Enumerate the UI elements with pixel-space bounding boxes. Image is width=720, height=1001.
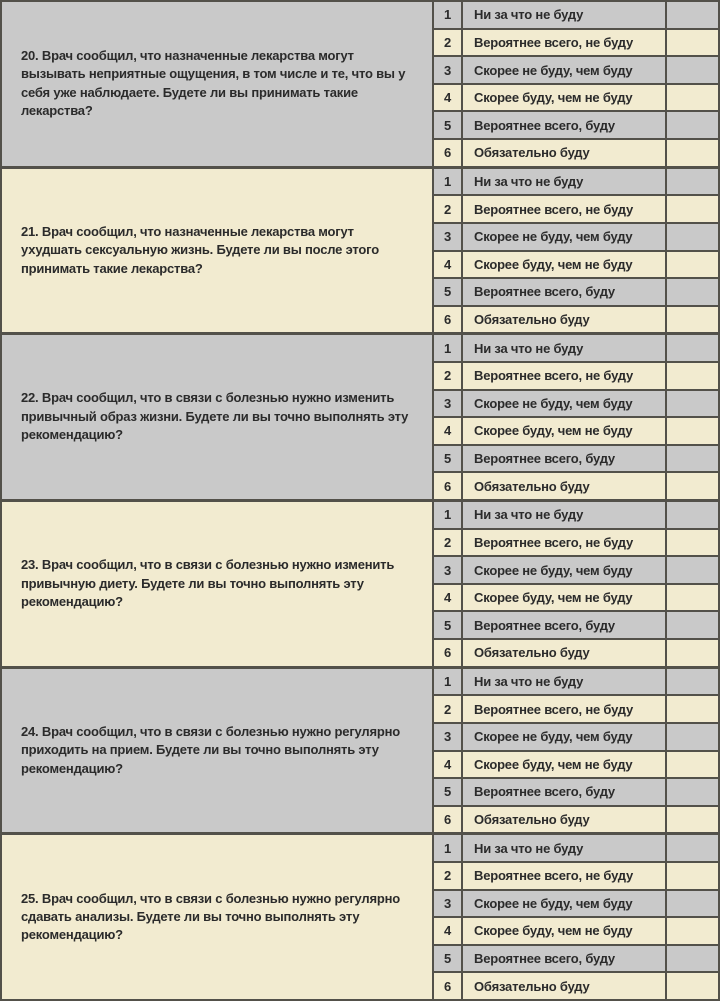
answer-number-cell: 4: [434, 418, 461, 444]
response-cell[interactable]: [667, 30, 718, 56]
answer-label-cell: Вероятнее всего, не буду: [463, 696, 665, 722]
response-cell[interactable]: [667, 2, 718, 28]
answer-number-cell: 2: [434, 863, 461, 889]
answer-number-cell: 4: [434, 585, 461, 611]
answer-label-cell: Вероятнее всего, не буду: [463, 363, 665, 389]
answer-label-cell: Обязательно буду: [463, 473, 665, 499]
answer-label-cell: Скорее буду, чем не буду: [463, 85, 665, 111]
answer-label-cell: Скорее буду, чем не буду: [463, 752, 665, 778]
answer-label-cell: Ни за что не буду: [463, 2, 665, 28]
response-cell[interactable]: [667, 612, 718, 638]
answer-number-cell: 1: [434, 169, 461, 195]
answer-number-cell: 1: [434, 2, 461, 28]
answer-label-cell: Ни за что не буду: [463, 169, 665, 195]
answer-number-cell: 6: [434, 807, 461, 833]
answer-label-cell: Скорее буду, чем не буду: [463, 585, 665, 611]
answer-label-cell: Скорее не буду, чем буду: [463, 224, 665, 250]
answer-number-cell: 5: [434, 779, 461, 805]
answer-number-cell: 3: [434, 724, 461, 750]
response-cell[interactable]: [667, 585, 718, 611]
answer-label-cell: Скорее не буду, чем буду: [463, 57, 665, 83]
answer-number-cell: 6: [434, 140, 461, 166]
answer-label-cell: Вероятнее всего, буду: [463, 946, 665, 972]
response-cell[interactable]: [667, 973, 718, 999]
response-cell[interactable]: [667, 196, 718, 222]
answer-number-cell: 4: [434, 252, 461, 278]
question-block-23: [2, 502, 718, 666]
question-text: 22. Врач сообщил, что в связи с болезнью нужно изменить привычный образ жизни. Будете ли вы точно выполнять эту рекомендацию?: [21, 390, 409, 443]
response-cell[interactable]: [667, 835, 718, 861]
response-cell[interactable]: [667, 252, 718, 278]
answer-number-cell: 1: [434, 502, 461, 528]
answer-label-cell: Вероятнее всего, не буду: [463, 30, 665, 56]
answer-number-cell: 3: [434, 57, 461, 83]
response-cell[interactable]: [667, 502, 718, 528]
question-cell: [2, 2, 432, 166]
response-cell[interactable]: [667, 946, 718, 972]
question-cell: [2, 669, 432, 833]
question-text: 23. Врач сообщил, что в связи с болезнью нужно изменить привычную диету. Будете ли вы точно выполнять эту рекомендацию?: [21, 557, 395, 610]
answer-label-cell: Вероятнее всего, не буду: [463, 863, 665, 889]
answer-number-cell: 6: [434, 640, 461, 666]
question-block-21: [2, 169, 718, 333]
answer-label-cell: Вероятнее всего, буду: [463, 279, 665, 305]
question-text: 21. Врач сообщил, что назначенные лекарства могут ухудшать сексуальную жизнь. Будете ли вы после этого принимать такие лекарства?: [21, 223, 379, 276]
response-cell[interactable]: [667, 530, 718, 556]
answer-number-cell: 3: [434, 891, 461, 917]
answer-number-cell: 5: [434, 446, 461, 472]
question-cell: [2, 335, 432, 499]
answer-label-cell: Вероятнее всего, буду: [463, 612, 665, 638]
answer-label-cell: Скорее не буду, чем буду: [463, 891, 665, 917]
question-cell: [2, 502, 432, 666]
response-cell[interactable]: [667, 307, 718, 333]
answer-label-cell: Скорее не буду, чем буду: [463, 557, 665, 583]
answer-label-cell: Обязательно буду: [463, 973, 665, 999]
answer-number-cell: 6: [434, 473, 461, 499]
response-cell[interactable]: [667, 363, 718, 389]
answer-label-cell: Скорее буду, чем не буду: [463, 418, 665, 444]
answer-number-cell: 4: [434, 85, 461, 111]
answer-number-cell: 3: [434, 391, 461, 417]
question-block-22: [2, 335, 718, 499]
answer-label-cell: Ни за что не буду: [463, 835, 665, 861]
answer-number-cell: 1: [434, 335, 461, 361]
response-cell[interactable]: [667, 473, 718, 499]
answer-label-cell: Ни за что не буду: [463, 335, 665, 361]
answer-number-cell: 3: [434, 224, 461, 250]
answer-number-cell: 2: [434, 30, 461, 56]
answer-number-cell: 5: [434, 112, 461, 138]
answer-label-cell: Вероятнее всего, буду: [463, 779, 665, 805]
answer-number-cell: 5: [434, 279, 461, 305]
response-cell[interactable]: [667, 224, 718, 250]
answer-label-cell: Вероятнее всего, не буду: [463, 530, 665, 556]
response-cell[interactable]: [667, 724, 718, 750]
response-cell[interactable]: [667, 779, 718, 805]
response-cell[interactable]: [667, 696, 718, 722]
answer-number-cell: 5: [434, 612, 461, 638]
answer-label-cell: Вероятнее всего, буду: [463, 446, 665, 472]
answer-label-cell: Обязательно буду: [463, 807, 665, 833]
response-cell[interactable]: [667, 391, 718, 417]
question-block-20: [2, 2, 718, 166]
response-cell[interactable]: [667, 335, 718, 361]
question-text: 24. Врач сообщил, что в связи с болезнью нужно регулярно приходить на прием. Будете ли вы точно выполнять эту рекомендацию?: [21, 723, 400, 776]
question-text: 25. Врач сообщил, что в связи с болезнью нужно регулярно сдавать анализы. Будете ли вы точно выполнять эту рекомендацию?: [21, 890, 400, 943]
answer-number-cell: 4: [434, 752, 461, 778]
answer-label-cell: Скорее буду, чем не буду: [463, 252, 665, 278]
response-cell[interactable]: [667, 418, 718, 444]
answer-label-cell: Обязательно буду: [463, 140, 665, 166]
answer-number-cell: 6: [434, 307, 461, 333]
response-cell[interactable]: [667, 140, 718, 166]
response-cell[interactable]: [667, 557, 718, 583]
response-cell[interactable]: [667, 807, 718, 833]
answer-label-cell: Скорее не буду, чем буду: [463, 391, 665, 417]
question-cell: [2, 835, 432, 999]
question-block-25: [2, 835, 718, 999]
answer-number-cell: 1: [434, 669, 461, 695]
answer-number-cell: 6: [434, 973, 461, 999]
question-block-24: [2, 669, 718, 833]
answer-number-cell: 2: [434, 530, 461, 556]
response-cell[interactable]: [667, 640, 718, 666]
answer-label-cell: Обязательно буду: [463, 640, 665, 666]
response-cell[interactable]: [667, 918, 718, 944]
response-cell[interactable]: [667, 446, 718, 472]
answer-label-cell: Скорее буду, чем не буду: [463, 918, 665, 944]
answer-label-cell: Скорее не буду, чем буду: [463, 724, 665, 750]
response-cell[interactable]: [667, 169, 718, 195]
response-cell[interactable]: [667, 57, 718, 83]
response-cell[interactable]: [667, 85, 718, 111]
question-cell: [2, 169, 432, 333]
response-cell[interactable]: [667, 863, 718, 889]
answer-label-cell: Обязательно буду: [463, 307, 665, 333]
response-cell[interactable]: [667, 279, 718, 305]
answer-number-cell: 2: [434, 696, 461, 722]
question-text: 20. Врач сообщил, что назначенные лекарства могут вызывать неприятные ощущения, в том числе и те, что вы у себя уже наблюдаете. Будете ли вы принимать такие лекарства?: [21, 47, 406, 119]
answer-number-cell: 2: [434, 196, 461, 222]
answer-label-cell: Ни за что не буду: [463, 502, 665, 528]
answer-number-cell: 3: [434, 557, 461, 583]
response-cell[interactable]: [667, 112, 718, 138]
answer-label-cell: Вероятнее всего, буду: [463, 112, 665, 138]
response-cell[interactable]: [667, 669, 718, 695]
answer-number-cell: 1: [434, 835, 461, 861]
answer-number-cell: 2: [434, 363, 461, 389]
answer-number-cell: 5: [434, 946, 461, 972]
answer-label-cell: Ни за что не буду: [463, 669, 665, 695]
response-cell[interactable]: [667, 752, 718, 778]
response-cell[interactable]: [667, 891, 718, 917]
answer-label-cell: Вероятнее всего, не буду: [463, 196, 665, 222]
answer-number-cell: 4: [434, 918, 461, 944]
